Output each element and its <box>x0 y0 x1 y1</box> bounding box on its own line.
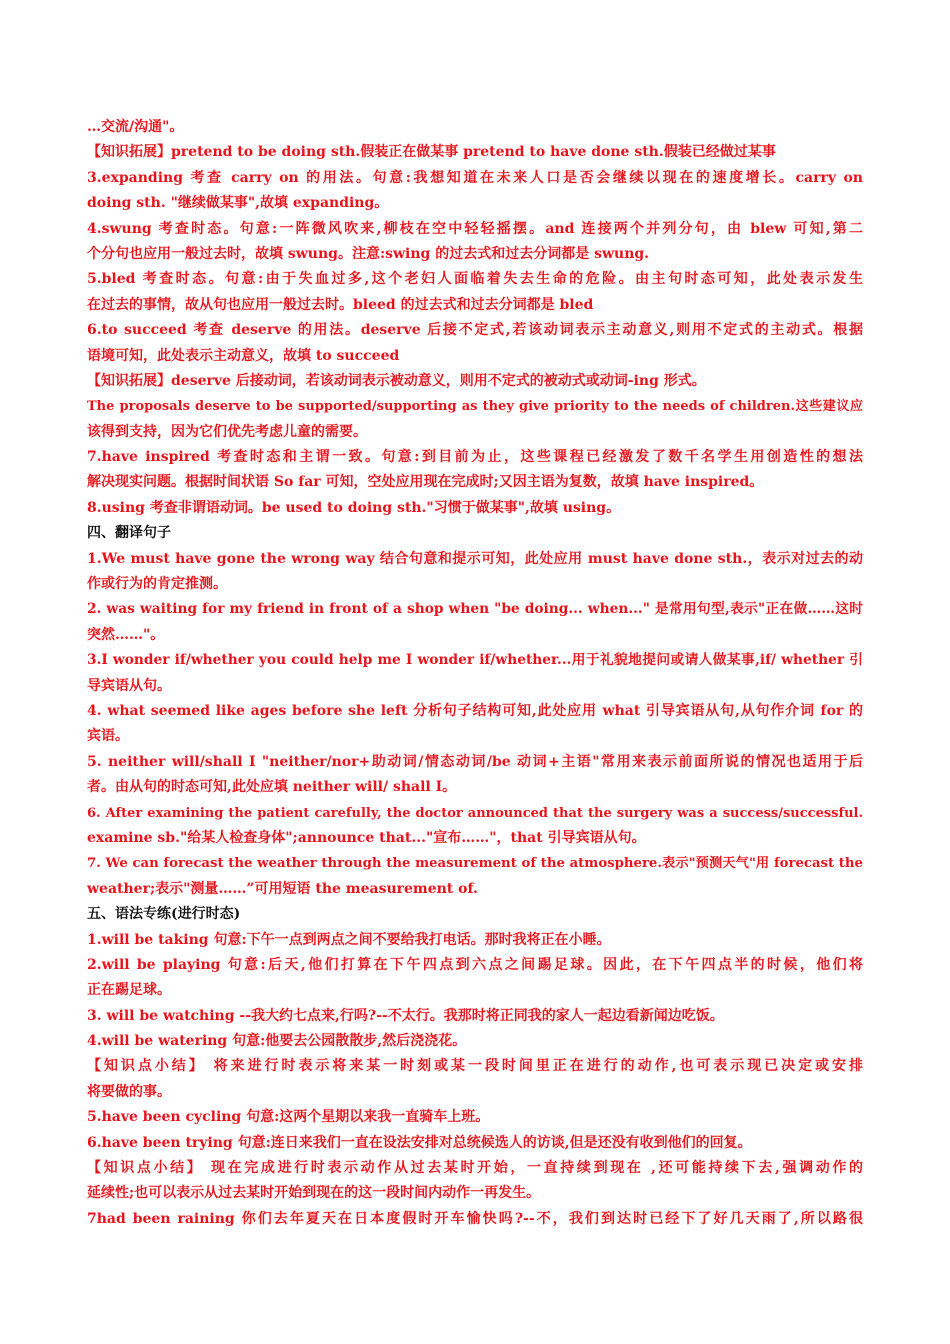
text-line: doing sth. "继续做某事",故填 expanding。 <box>87 195 389 212</box>
text-line: 突然……"。 <box>87 626 165 643</box>
document-page <box>87 115 863 1232</box>
text-line: 6.to succeed 考查 deserve 的用法。deserve 后接不定式,若该动词表示主动意义,则用不定式的主动式。根据 <box>87 322 863 339</box>
text-line: 5. neither will/shall I "neither/nor+助动词/情态动词/be 动词+主语"常用来表示前面所说的情况也适用于后 <box>87 753 863 770</box>
text-line: 5.have been cycling 句意:这两个星期以来我一直骑车上班。 <box>87 1109 490 1126</box>
text-line: …交流/沟通"。 <box>87 119 184 135</box>
text-line: 者。由从句的时态可知,此处应填 neither will/ shall I。 <box>87 779 457 796</box>
text-line: The proposals deserve to be supported/supporting as they give priority to the needs of children.这些建议应 <box>87 399 863 415</box>
text-line: 6. After examining the patient carefully, the doctor announced that the surgery was a success/successful. <box>87 805 863 821</box>
text-line: 2. was waiting for my friend in front of a shop when "be doing... when..." 是常用句型,表示"正在做……这时 <box>87 601 863 618</box>
text-line: 解决现实问题。根据时间状语 So far 可知，空处应用现在完成时;又因主语为复数，故填 have inspired。 <box>87 474 764 491</box>
text-line: 在过去的事情，故从句也应用一般过去时。bleed 的过去式和过去分词都是 bled <box>87 296 594 313</box>
text-line: 8.using 考查非谓语动词。be used to doing sth."习惯于做某事",故填 using。 <box>87 499 621 516</box>
text-line: 1.We must have gone the wrong way 结合句意和提示可知，此处应用 must have done sth.，表示对过去的动 <box>87 550 863 567</box>
text-line: 2.will be playing 句意:后天,他们打算在下午四点到六点之间踢足球。因此，在下午四点半的时候，他们将 <box>87 956 863 973</box>
text-line: 7. We can forecast the weather through the measurement of the atmosphere.表示"预测天气"用 forecast the <box>87 856 863 872</box>
text-line: 6.have been trying 句意:连日来我们一直在设法安排对总统候选人的访谈,但是还没有收到他们的回复。 <box>87 1134 752 1151</box>
text-line: 个分句也应用一般过去时，故填 swung。注意:swing 的过去式和过去分词都是 swung. <box>87 245 650 262</box>
text-line: 【知识点小结】 将来进行时表示将来某一时刻或某一段时间里正在进行的动作,也可表示现已决定或安排 <box>87 1058 863 1075</box>
text-line: 作或行为的肯定推测。 <box>87 576 227 593</box>
text-line: 【知识拓展】pretend to be doing sth.假装正在做某事 pretend to have done sth.假装已经做过某事 <box>87 144 776 161</box>
text-line: 正在踢足球。 <box>87 982 171 999</box>
text-line: 3.I wonder if/whether you could help me I wonder if/whether...用于礼貌地提问或请人做某事,if/ whether 引 <box>87 652 863 669</box>
text-line: 5.bled 考查时态。句意:由于失血过多,这个老妇人面临着失去生命的危险。由主句时态可知，此处表示发生 <box>87 271 863 288</box>
text-line: 3. will be watching --我大约七点来,行吗?--不太行。我那时将正同我的家人一起边看新闻边吃饭。 <box>87 1007 724 1024</box>
text-line: 4. what seemed like ages before she left 分析句子结构可知,此处应用 what 引导宾语从句,从句作介词 for 的 <box>87 702 863 719</box>
text-line: 7had been raining 你们去年夏天在日本度假时开车愉快吗?--不，我们到达时已经下了好几天雨了,所以路很 <box>87 1210 863 1227</box>
section-heading: 五、语法专练(进行时态) <box>87 906 241 923</box>
text-line: 4.swung 考查时态。句意:一阵微风吹来,柳枝在空中轻轻摇摆。and 连接两个并列分句，由 blew 可知,第二 <box>87 220 863 237</box>
text-line: 1.will be taking 句意:下午一点到两点之间不要给我打电话。那时我将正在小睡。 <box>87 931 611 948</box>
text-line: 7.have inspired 考查时态和主谓一致。句意:到目前为止，这些课程已经激发了数千名学生用创造性的想法 <box>87 449 863 466</box>
text-line: 3.expanding 考查 carry on 的用法。句意:我想知道在未来人口是否会继续以现在的速度增长。carry on <box>87 169 863 186</box>
text-line: 宾语。 <box>87 728 129 745</box>
text-line: 【知识拓展】deserve 后接动词，若该动词表示被动意义，则用不定式的被动式或动词-ing 形式。 <box>87 372 706 389</box>
text-line: 4.will be watering 句意:他要去公园散散步,然后浇浇花。 <box>87 1033 467 1050</box>
section-heading: 四、翻译句子 <box>87 525 171 542</box>
text-line: 将要做的事。 <box>87 1083 171 1100</box>
text-line: examine sb."给某人检查身体";announce that..."宣布……"，that 引导宾语从句。 <box>87 829 646 846</box>
text-line: 导宾语从句。 <box>87 677 171 694</box>
text-line: 【知识点小结】 现在完成进行时表示动作从过去某时开始，一直持续到现在 ,还可能持续下去,强调动作的 <box>87 1160 863 1177</box>
text-line: 语境可知，此处表示主动意义，故填 to succeed <box>87 347 400 364</box>
text-line: weather;表示"测量……”可用短语 the measurement of. <box>87 880 478 897</box>
text-line: 延续性;也可以表示从过去某时开始到现在的这一段时间内动作一再发生。 <box>87 1185 541 1202</box>
text-line: 该得到支持，因为它们优先考虑儿童的需要。 <box>87 423 367 440</box>
